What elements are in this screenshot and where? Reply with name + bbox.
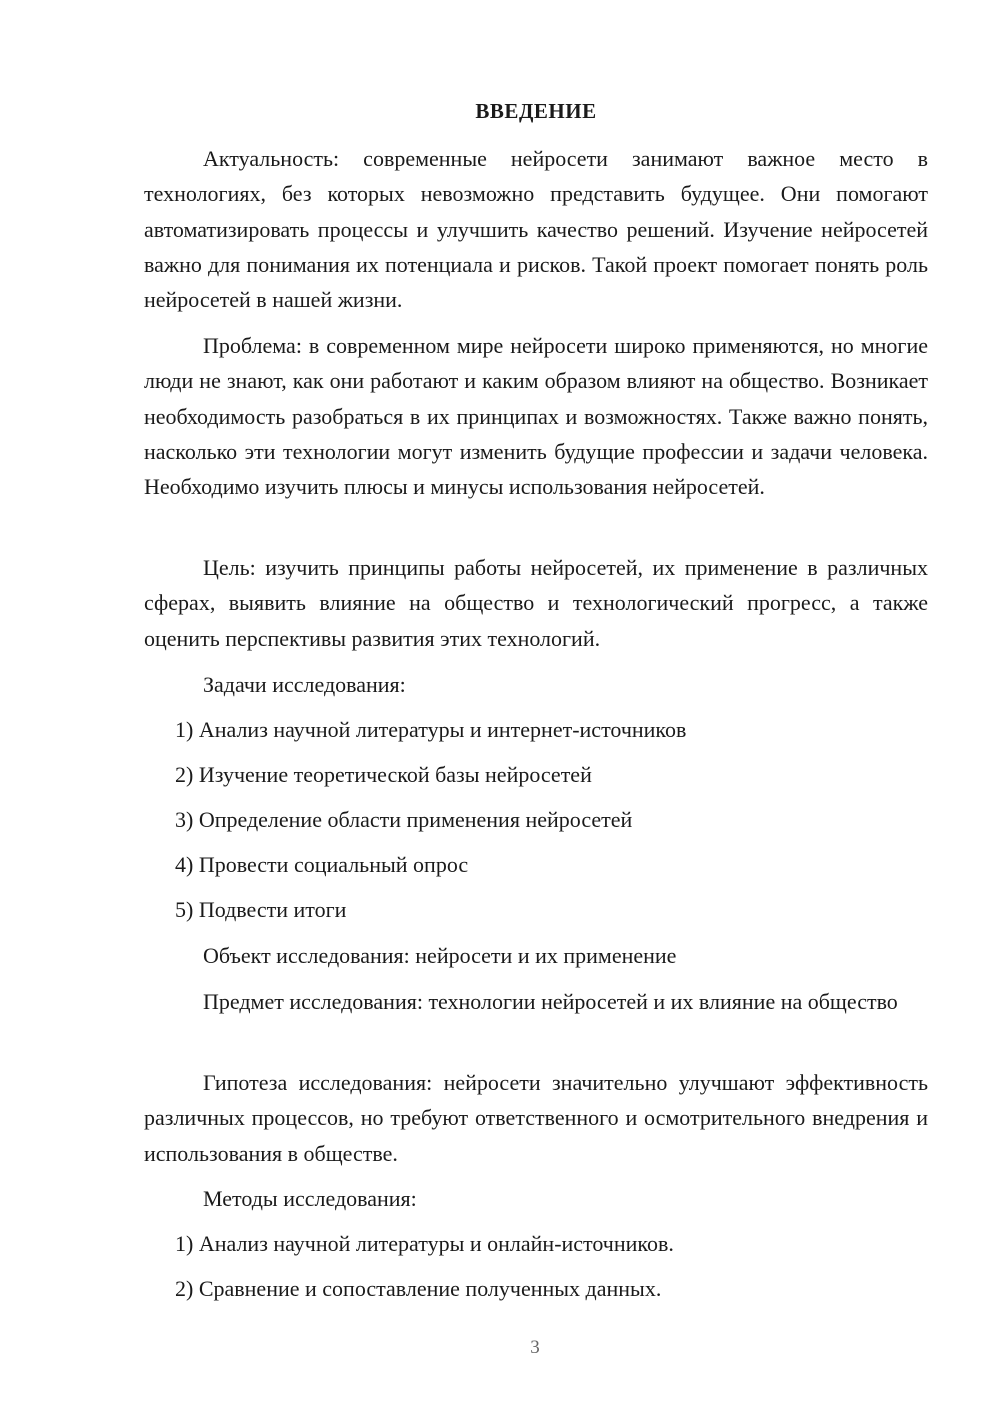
method-item: 1) Анализ научной литературы и онлайн-источников. [175, 1231, 674, 1256]
task-item: 4) Провести социальный опрос [175, 852, 469, 877]
section-heading: ВВЕДЕНИЕ [475, 99, 597, 123]
problem-paragraph: Проблема: в современном мире нейросети широко применяются, но многие люди не знают, как они работают и каким образом влияют на общество. Возникает необходимость разобраться в их принципах и возможностях. Также важно понять, насколько эти технологии могут изменить будущие профессии и задачи человека. Необходимо изучить плюсы и минусы использования нейросетей. [144, 333, 928, 500]
hypothesis-paragraph: Гипотеза исследования: нейросети значительно улучшают эффективность различных процессов, но требуют ответственного и осмотрительного внедрения и использования в обществе. [144, 1070, 928, 1166]
relevance-paragraph: Актуальность: современные нейросети занимают важное место в технологиях, без которых невозможно представить будущее. Они помогают автоматизировать процессы и улучшить качество решений. Изучение нейросетей важно для понимания их потенциала и рисков. Такой проект помогает понять роль нейросетей в нашей жизни. [144, 146, 928, 313]
methods-heading: Методы исследования: [203, 1186, 417, 1211]
task-item: 2) Изучение теоретической базы нейросетей [175, 762, 592, 787]
page-number: 3 [530, 1337, 540, 1358]
method-item: 2) Сравнение и сопоставление полученных данных. [175, 1276, 662, 1301]
task-item: 3) Определение области применения нейросетей [175, 807, 633, 832]
object-line: Объект исследования: нейросети и их применение [203, 943, 677, 968]
goal-paragraph: Цель: изучить принципы работы нейросетей, их применение в различных сферах, выявить влияние на общество и технологический прогресс, а также оценить перспективы развития этих технологий. [144, 555, 928, 651]
task-item: 5) Подвести итоги [175, 897, 347, 922]
task-item: 1) Анализ научной литературы и интернет-источников [175, 717, 687, 742]
subject-paragraph: Предмет исследования: технологии нейросетей и их влияние на общество [203, 989, 898, 1014]
tasks-heading: Задачи исследования: [203, 672, 406, 697]
